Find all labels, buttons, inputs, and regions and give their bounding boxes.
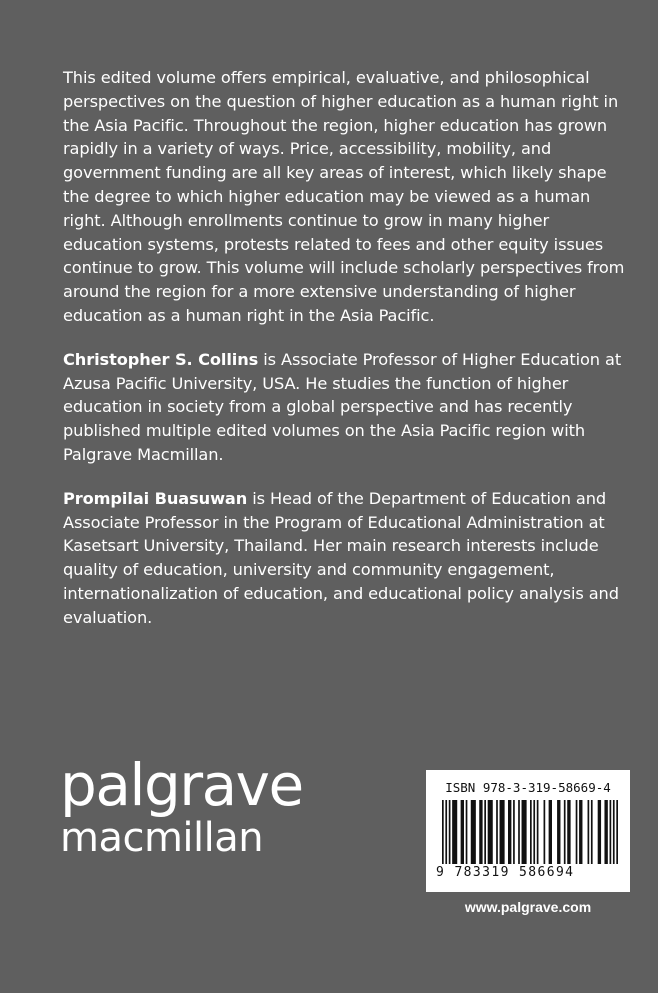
- logo-macmillan: macmillan: [60, 815, 264, 861]
- barcode-bar: [496, 800, 498, 864]
- barcode-bar: [564, 800, 566, 864]
- barcode-bar: [544, 800, 546, 864]
- barcode-bar: [445, 800, 447, 864]
- barcode-bar: [461, 800, 464, 864]
- barcode-bar: [604, 800, 607, 864]
- isbn-barcode: [426, 770, 630, 892]
- barcode-bar: [557, 800, 560, 864]
- barcode-bar: [588, 800, 590, 864]
- barcode-bar: [530, 800, 532, 864]
- isbn-label: ISBN 978-3-319-58669-4: [445, 780, 611, 795]
- barcode-bar: [579, 800, 582, 864]
- barcode-bar: [518, 800, 520, 864]
- barcode-bar: [591, 800, 593, 864]
- barcode-bar: [598, 800, 601, 864]
- author-bio-2: [63, 487, 633, 630]
- logo-palgrave: palgrave: [60, 751, 303, 819]
- barcode-bar: [567, 800, 570, 864]
- barcode-digits: 9 783319 586694: [436, 865, 575, 880]
- barcode-bar: [533, 800, 535, 864]
- barcode-icon: [442, 800, 618, 864]
- author-bio-text-2: is Head of the Department of Education and Associate Professor in the Program of Educational Administration at Kasetsart University, Thailand. Her main research interests include quality of education, university and community engagement, internationalization of education, and educational policy analysis and evaluation.: [63, 488, 619, 627]
- barcode-bar: [613, 800, 615, 864]
- publisher-url: www.palgrave.com: [464, 899, 592, 915]
- author-bio-text-1: is Associate Professor of Higher Education at Azusa Pacific University, USA. He studies the function of higher education in society from a global perspective and has recently published multiple edited volumes on the Asia Pacific region with Palgrave Macmillan.: [63, 349, 622, 464]
- barcode-bar: [522, 800, 527, 864]
- book-description: This edited volume offers empirical, evaluative, and philosophical perspectives on the question of higher education as a human right in the Asia Pacific. Throughout the region, higher education has grown rapidly in a variety of ways. Price, accessibility, mobility, and government funding are all key areas of interest, which likely shape the degree to which higher education may be viewed as a human right. Although enrollments continue to grow in many higher education systems, protests related to fees and other equity issues continue to grow. This volume will include scholarly perspectives from around the region for a more extensive understanding of higher education as a human right in the Asia Pacific.: [63, 68, 625, 325]
- barcode-bar: [508, 800, 511, 864]
- author-bio-1: [63, 348, 633, 467]
- barcode-bar: [479, 800, 482, 864]
- barcode-bar: [610, 800, 612, 864]
- barcode-bar: [513, 800, 515, 864]
- publisher-logo: [60, 751, 303, 861]
- barcode-bar: [549, 800, 552, 864]
- barcode-bar: [537, 800, 539, 864]
- back-cover-text: [63, 66, 633, 650]
- barcode-bar: [488, 800, 493, 864]
- barcode-bar: [452, 800, 457, 864]
- barcode-bar: [616, 800, 618, 864]
- barcode-bar: [471, 800, 476, 864]
- barcode-bar: [484, 800, 486, 864]
- barcode-bar: [576, 800, 578, 864]
- author-name-1: Christopher S. Collins: [63, 349, 259, 369]
- author-name-2: Prompilai Buasuwan: [63, 488, 248, 508]
- barcode-bar: [449, 800, 451, 864]
- barcode-bar: [442, 800, 444, 864]
- barcode-bar: [466, 800, 468, 864]
- barcode-bar: [500, 800, 505, 864]
